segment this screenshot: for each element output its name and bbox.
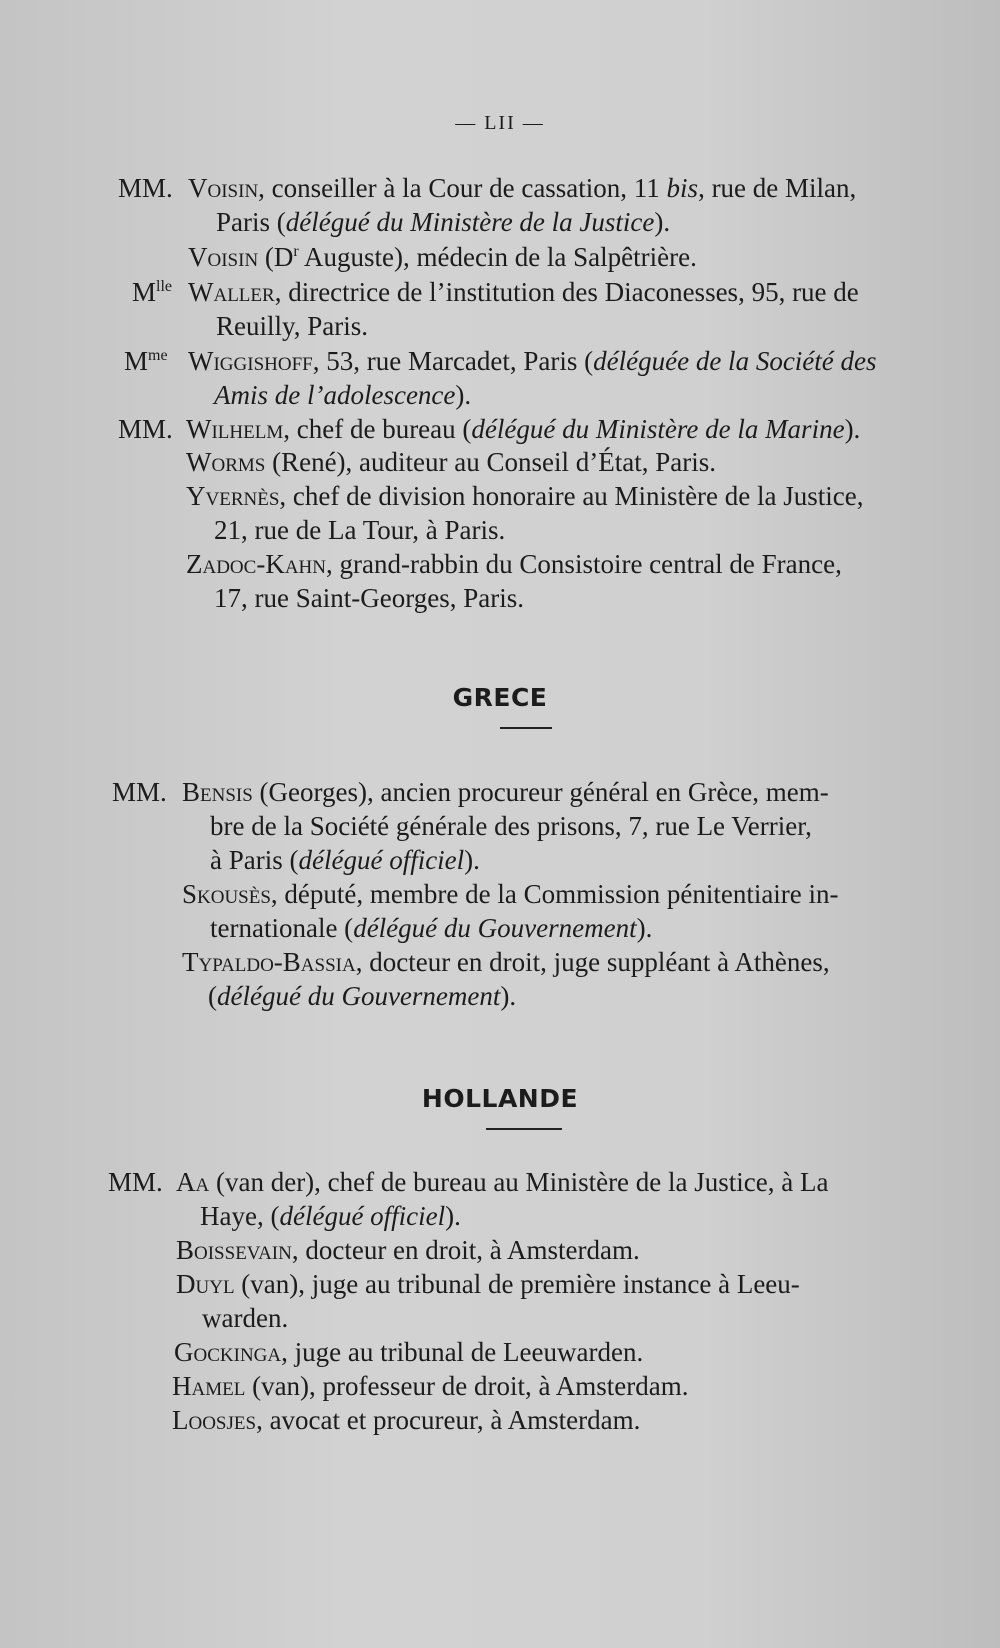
entry-line: 21, rue de La Tour, à Paris. bbox=[214, 515, 506, 545]
entry-prefix: $M^{lle}$ bbox=[132, 277, 173, 307]
entry-line: Haye, (délégué officiel). bbox=[200, 1201, 461, 1231]
entry-prefix: MM. bbox=[118, 173, 173, 203]
entry-line: à Paris (délégué officiel). bbox=[210, 845, 480, 875]
entry-line: Duyl (van), juge au tribunal de première instance à Leeu- bbox=[176, 1269, 800, 1299]
entry-name: Bensis bbox=[182, 777, 253, 807]
entry-line: Amis de l’adolescence). bbox=[214, 380, 472, 410]
entry-name: Loosjes bbox=[172, 1405, 257, 1435]
entry-line: Zadoc-Kahn, grand-rabbin du Consistoire central de France, bbox=[186, 549, 842, 579]
entry-line: Bensis (Georges), ancien procureur général en Grèce, mem- bbox=[182, 777, 829, 807]
section-title-hollande: HOLLANDE bbox=[421, 1084, 579, 1113]
entry-name: Yvernès bbox=[186, 481, 280, 511]
entry-line: ternationale (délégué du Gouvernement). bbox=[210, 913, 653, 943]
entry-line: Reuilly, Paris. bbox=[216, 311, 368, 341]
section-rule bbox=[500, 727, 552, 729]
page-number: — LII — bbox=[455, 112, 545, 134]
entry-name: Typaldo-Bassia bbox=[182, 947, 356, 977]
entry-prefix: $M^{me}$ bbox=[124, 346, 168, 376]
entry-name: Voisin bbox=[188, 242, 259, 272]
entry-line: Wilhelm, chef de bureau (délégué du Ministère de la Marine). bbox=[186, 414, 861, 444]
entry-name: Wiggishoff bbox=[188, 346, 313, 376]
section-rule bbox=[486, 1128, 562, 1130]
entry-name: Gockinga bbox=[174, 1337, 282, 1367]
entry-name: Boissevain bbox=[176, 1235, 292, 1265]
entry-line: Typaldo-Bassia, docteur en droit, juge suppléant à Athènes, bbox=[182, 947, 830, 977]
entry-name: Duyl bbox=[176, 1269, 235, 1299]
entry-prefix: MM. bbox=[108, 1167, 163, 1197]
entry-name: Aa bbox=[176, 1167, 210, 1197]
section-title-grece: GRECE bbox=[452, 683, 548, 712]
entry-line: Aa (van der), chef de bureau au Ministère de la Justice, à La bbox=[176, 1167, 829, 1197]
entry-line: Yvernès, chef de division honoraire au Ministère de la Justice, bbox=[186, 481, 864, 511]
entry-prefix: MM. bbox=[112, 777, 167, 807]
entry-line: Loosjes, avocat et procureur, à Amsterdam. bbox=[172, 1405, 641, 1435]
entry-line: Waller, directrice de l’institution des Diaconesses, 95, rue de bbox=[188, 277, 859, 307]
entry-name: Waller bbox=[188, 277, 275, 307]
entry-line: Skousès, député, membre de la Commission pénitentiaire in- bbox=[182, 879, 839, 909]
entry-name: Zadoc-Kahn bbox=[186, 549, 326, 579]
entry-name: Hamel bbox=[172, 1371, 246, 1401]
entry-line: Wiggishoff, 53, rue Marcadet, Paris (déléguée de la Société des bbox=[188, 346, 877, 376]
entry-name: Wilhelm bbox=[186, 414, 284, 444]
entry-line: Hamel (van), professeur de droit, à Amsterdam. bbox=[172, 1371, 689, 1401]
entry-line: Worms (René), auditeur au Conseil d’État, Paris. bbox=[186, 447, 716, 477]
entry-line: Gockinga, juge au tribunal de Leeuwarden. bbox=[174, 1337, 644, 1367]
entry-line: bre de la Société générale des prisons, 7, rue Le Verrier, bbox=[210, 811, 812, 841]
entry-prefix: MM. bbox=[118, 414, 173, 444]
entry-name: Worms bbox=[186, 447, 266, 477]
entry-line: Paris (délégué du Ministère de la Justice). bbox=[216, 207, 671, 237]
entry-line: Voisin ($D^r$ Auguste), médecin de la Salpêtrière. bbox=[188, 242, 697, 272]
entry-name: Voisin bbox=[188, 173, 259, 203]
entry-line: warden. bbox=[202, 1303, 289, 1333]
entry-line: Boissevain, docteur en droit, à Amsterdam. bbox=[176, 1235, 640, 1265]
entry-name: Skousès bbox=[182, 879, 271, 909]
entry-line: Voisin, conseiller à la Cour de cassation, 11 bis, rue de Milan, bbox=[188, 173, 857, 203]
entry-line: 17, rue Saint-Georges, Paris. bbox=[214, 583, 524, 613]
entry-line: (délégué du Gouvernement). bbox=[208, 981, 517, 1011]
